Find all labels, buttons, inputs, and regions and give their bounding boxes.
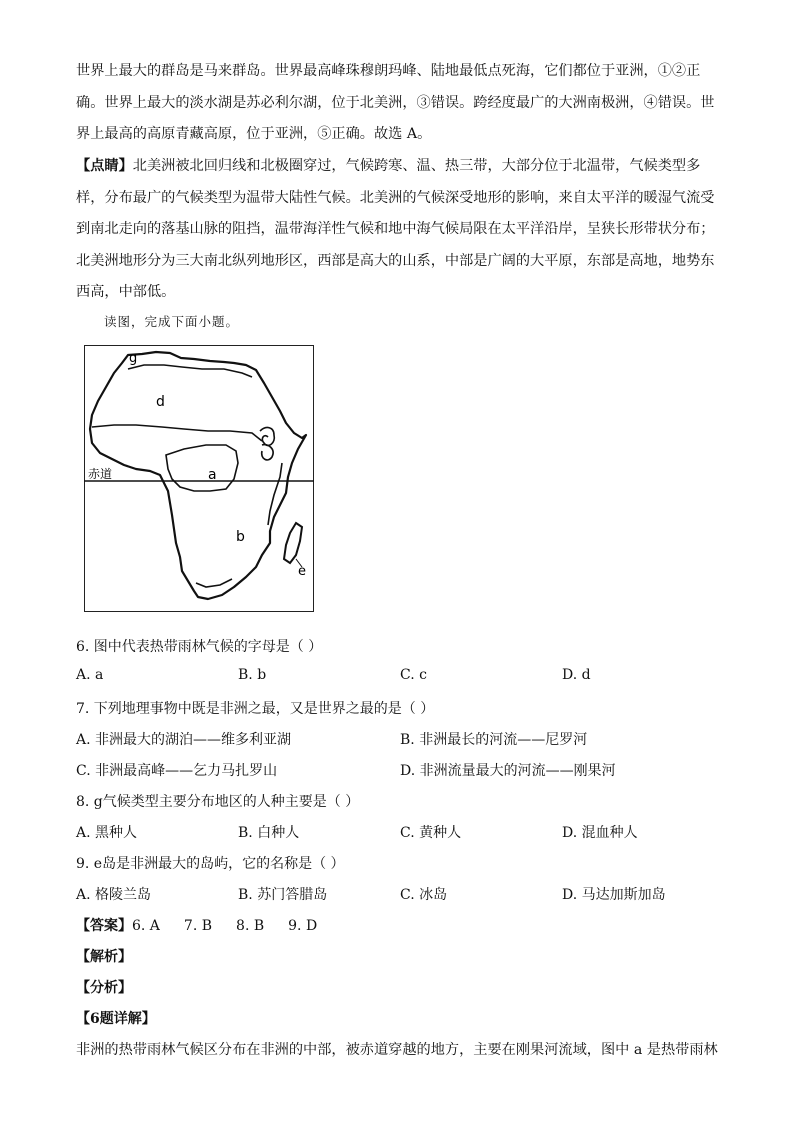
questions-block — [76, 636, 756, 916]
point-paragraph — [76, 151, 720, 309]
intro-line-3: 界上最高的高原青藏高原，位于亚洲，⑤正确。故选 A。 — [76, 126, 432, 142]
answer-label: 【答案】 — [76, 918, 132, 934]
question-7-option-d[interactable]: D. 非洲流量最大的河流——刚果河 — [400, 763, 616, 779]
label-b: b — [236, 529, 245, 545]
intro-line-1: 世界上最大的群岛是马来群岛。世界最高峰珠穆朗玛峰、陆地最低点死海，它们都位于亚洲，①②正 — [76, 63, 701, 79]
detail-label: 【6题详解】 — [76, 1011, 156, 1027]
answer-line — [76, 915, 341, 935]
answer-9: 9. D — [288, 918, 318, 934]
point-label: 【点睛】 — [76, 158, 133, 174]
equator-label: 赤道 — [88, 467, 113, 481]
label-g: g — [129, 351, 138, 366]
question-9-option-b[interactable]: B. 苏门答腊岛 — [238, 887, 328, 903]
question-8-stem: 8. g气候类型主要分布地区的人种主要是（ ） — [76, 794, 360, 810]
question-6-option-b[interactable]: B. b — [238, 667, 267, 683]
question-6-option-c[interactable]: C. c — [400, 667, 427, 683]
africa-map — [84, 345, 314, 612]
label-e: e — [298, 564, 306, 579]
question-8-option-b[interactable]: B. 白种人 — [238, 825, 300, 841]
point-line-5: 西高，中部低。 — [76, 284, 176, 300]
question-6-stem: 6. 图中代表热带雨林气候的字母是（ ） — [76, 639, 323, 655]
question-9-option-d[interactable]: D. 马达加斯加岛 — [562, 887, 666, 903]
question-8-option-c[interactable]: C. 黄种人 — [400, 825, 462, 841]
analysis-label: 【解析】 — [76, 949, 132, 965]
point-line-1: 【点睛】北美洲被北回归线和北极圈穿过，气候跨寒、温、热三带，大部分位于北温带，气候类型多 — [76, 158, 701, 174]
question-7-option-c[interactable]: C. 非洲最高峰——乞力马扎罗山 — [76, 763, 278, 779]
point-line-3: 到南北走向的落基山脉的阻挡，温带海洋性气候和地中海气候局限在太平洋沿岸，呈狭长形带状分布； — [76, 221, 715, 237]
question-6-option-d[interactable]: D. d — [562, 667, 591, 683]
question-9-option-a[interactable]: A. 格陵兰岛 — [76, 887, 152, 903]
intro-paragraph — [76, 56, 720, 151]
question-9-option-c[interactable]: C. 冰岛 — [400, 887, 448, 903]
question-7-option-a[interactable]: A. 非洲最大的湖泊——维多利亚湖 — [76, 732, 292, 748]
intro-line-2: 确。世界上最大的淡水湖是苏必利尔湖，位于北美洲，③错误。跨经度最广的大洲南极洲，④错误。世 — [76, 94, 715, 111]
point-line-2: 样，分布最广的气候类型为温带大陆性气候。北美洲的气候深受地形的影响，来自太平洋的暖湿气流受 — [76, 189, 715, 206]
question-8-option-a[interactable]: A. 黑种人 — [76, 825, 138, 841]
point-line-4: 北美洲地形分为三大南北纵列地形区，西部是高大的山系，中部是广阔的大平原，东部是高地，地势东 — [76, 252, 715, 269]
instruction-text: 读图，完成下面小题。 — [104, 314, 240, 329]
label-a: a — [208, 467, 217, 483]
question-9-stem: 9. e岛是非洲最大的岛屿，它的名称是（ ） — [76, 856, 345, 872]
answer-6: 6. A — [132, 918, 160, 934]
answer-8: 8. B — [236, 918, 265, 934]
fenxi-label: 【分析】 — [76, 980, 132, 996]
question-7-stem: 7. 下列地理事物中既是非洲之最，又是世界之最的是（ ） — [76, 701, 435, 717]
question-7-option-b[interactable]: B. 非洲最长的河流——尼罗河 — [400, 732, 588, 748]
detail-text: 非洲的热带雨林气候区分布在非洲的中部，被赤道穿越的地方，主要在刚果河流域，图中 a 是热带雨林 — [76, 1042, 718, 1058]
label-d: d — [156, 394, 165, 410]
question-6-option-a[interactable]: A. a — [76, 667, 104, 683]
answer-7: 7. B — [183, 918, 213, 934]
question-8-option-d[interactable]: D. 混血种人 — [562, 825, 638, 841]
